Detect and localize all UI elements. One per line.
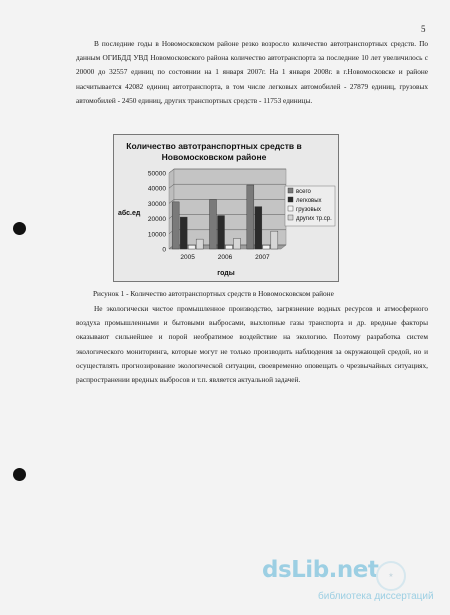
y-tick-label: 50000 — [147, 170, 166, 178]
bar-chart — [114, 135, 338, 281]
bar — [234, 238, 241, 249]
plot-area — [148, 169, 286, 261]
watermark-logo: dsLib.net — [262, 557, 379, 583]
chart-title-line2: Новомосковском районе — [161, 152, 267, 162]
legend-label: других тр.ср. — [296, 216, 332, 222]
figure-chart — [113, 134, 339, 282]
y-tick-label: 30000 — [147, 200, 166, 208]
chart-title-line1: Количество автотранспортных средств в — [126, 141, 302, 151]
bar — [263, 245, 270, 249]
watermark-subtitle: библиотека диссертаций — [318, 591, 434, 602]
bar — [255, 207, 262, 249]
punch-hole — [13, 468, 26, 481]
bar — [180, 217, 187, 249]
chart-legend — [285, 186, 335, 226]
bar — [271, 231, 278, 249]
legend-swatch — [288, 197, 293, 202]
paragraph-intro: В последние годы в Новомосковском районе резко возросло количество автотранспортных средств. По данным ОГИБДД УВД Новомосковского района количество автотранспорта за последние 10 лет увеличилось с 20000 до 32557 единиц по состоянии на 1 января 2007г. На 1 января 2008г. в г.Новомосковске и районе насчитывается 42082 единиц автотранспорта, в том числе легковых автомобилей - 27879 единиц, грузовых автомобилей - 2450 единиц, других транспортных средств - 11753 единицы. — [76, 39, 428, 105]
paragraph-ecology: Не экологически чистое промышленное производство, загрязнение водных ресурсов и атмосферного воздуха промышленными и бытовыми выбросами, выхлопные газы транспорта и др. вредные факторы оказывают сильнейшее и порой необратимое воздействие на экологию. Поэтому разработка систем экологического мониторинга, которые могут не только производить наблюдения за окружающей средой, но и осуществлять прогнозирование экологической ситуации, своевременно оповещать о чрезвычайных ситуациях, распространении вредных выбросов и т.п. является актуальной задачей. — [76, 304, 428, 385]
x-tick-label: 2007 — [255, 254, 270, 261]
figure-caption: Рисунок 1 - Количество автотранспортных средств в Новомосковском районе — [93, 289, 334, 298]
legend-swatch — [288, 188, 293, 193]
legend-swatch — [288, 206, 293, 211]
legend-label: легковых — [296, 198, 322, 204]
y-tick-label: 40000 — [147, 185, 166, 193]
plot-back-wall — [174, 169, 286, 245]
legend-label: всего — [296, 189, 311, 195]
watermark-seal-icon: ★ — [376, 561, 406, 591]
punch-hole — [13, 222, 26, 235]
x-tick-label: 2005 — [180, 254, 195, 261]
y-axis-label: абс.ед — [118, 210, 141, 217]
y-tick-label: 0 — [162, 246, 166, 254]
bar — [196, 239, 203, 249]
y-tick-label: 10000 — [147, 231, 166, 239]
bar — [218, 216, 225, 249]
x-axis-label: годы — [217, 270, 235, 277]
bar — [247, 185, 254, 249]
bar — [188, 245, 195, 249]
x-tick-label: 2006 — [217, 254, 233, 261]
legend-swatch — [288, 215, 293, 220]
bar — [226, 245, 233, 249]
watermark — [262, 557, 444, 607]
bar — [172, 202, 179, 249]
legend-label: грузовых — [296, 207, 321, 213]
page-number: 5 — [421, 24, 426, 34]
y-tick-label: 20000 — [147, 216, 166, 224]
bar — [210, 200, 217, 249]
